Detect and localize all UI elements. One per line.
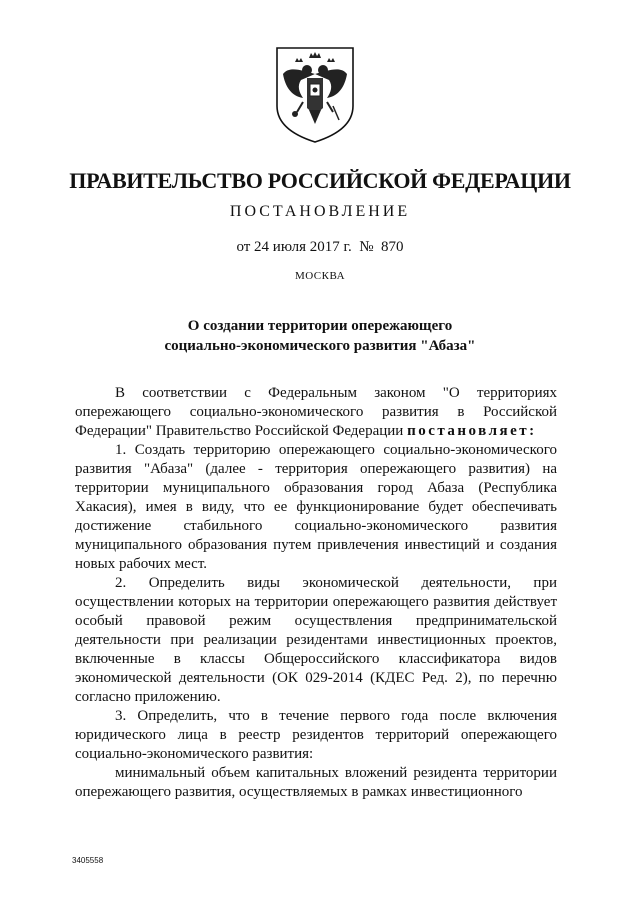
russian-coat-of-arms-icon — [273, 46, 357, 144]
document-type: ПОСТАНОВЛЕНИЕ — [229, 203, 411, 220]
government-title: ПРАВИТЕЛЬСТВО РОССИЙСКОЙ ФЕДЕРАЦИИ — [69, 168, 571, 193]
date-and-number: от 24 июля 2017 г. № 870 — [236, 239, 404, 255]
document-subject — [0, 316, 640, 356]
paragraph-3: 3. Определить, что в течение первого года после включения юридического лица в реестр резидентов территорий опережающего социально-экономического развития: — [75, 708, 557, 762]
subject-line-2: социально-экономического развития "Абаза" — [164, 338, 476, 354]
subject-line-1: О создании территории опережающего — [187, 318, 453, 334]
document-body — [75, 384, 557, 802]
paragraph-2: 2. Определить виды экономической деятельности, при осуществлении которых на территории опережающего развития действует особый правовой режим осуществления предпринимательской деятельности при реализации резидентами инвестиционных проектов, включенные в классы Общероссийского классификатора видов экономической деятельности (ОК 029-2014 (КДЕС Ред. 2), по перечню согласно приложению. — [75, 575, 557, 705]
paragraph-1: 1. Создать территорию опережающего социально-экономического развития "Абаза" (далее - территория опережающего развития) на территории муниципального образования город Абаза (Республика Хакасия), имея в виду, что ее функционирование будет обеспечивать достижение стабильного социально-экономического развития муниципального образования путем привлечения инвестиций и создания новых рабочих мест. — [75, 442, 557, 572]
city: МОСКВА — [294, 270, 346, 282]
intro-text: В соответствии с Федеральным законом "О территориях опережающего социально-экономического развития в Российской Федерации" Правительство Российской Федерации — [75, 385, 557, 439]
intro-paragraph — [75, 384, 557, 441]
document-id: 3405558 — [72, 856, 104, 865]
paragraph-4: минимальный объем капитальных вложений резидента территории опережающего развития, осуществляемых в рамках инвестиционного — [75, 765, 557, 800]
decree-word: постановляет: — [407, 423, 537, 439]
